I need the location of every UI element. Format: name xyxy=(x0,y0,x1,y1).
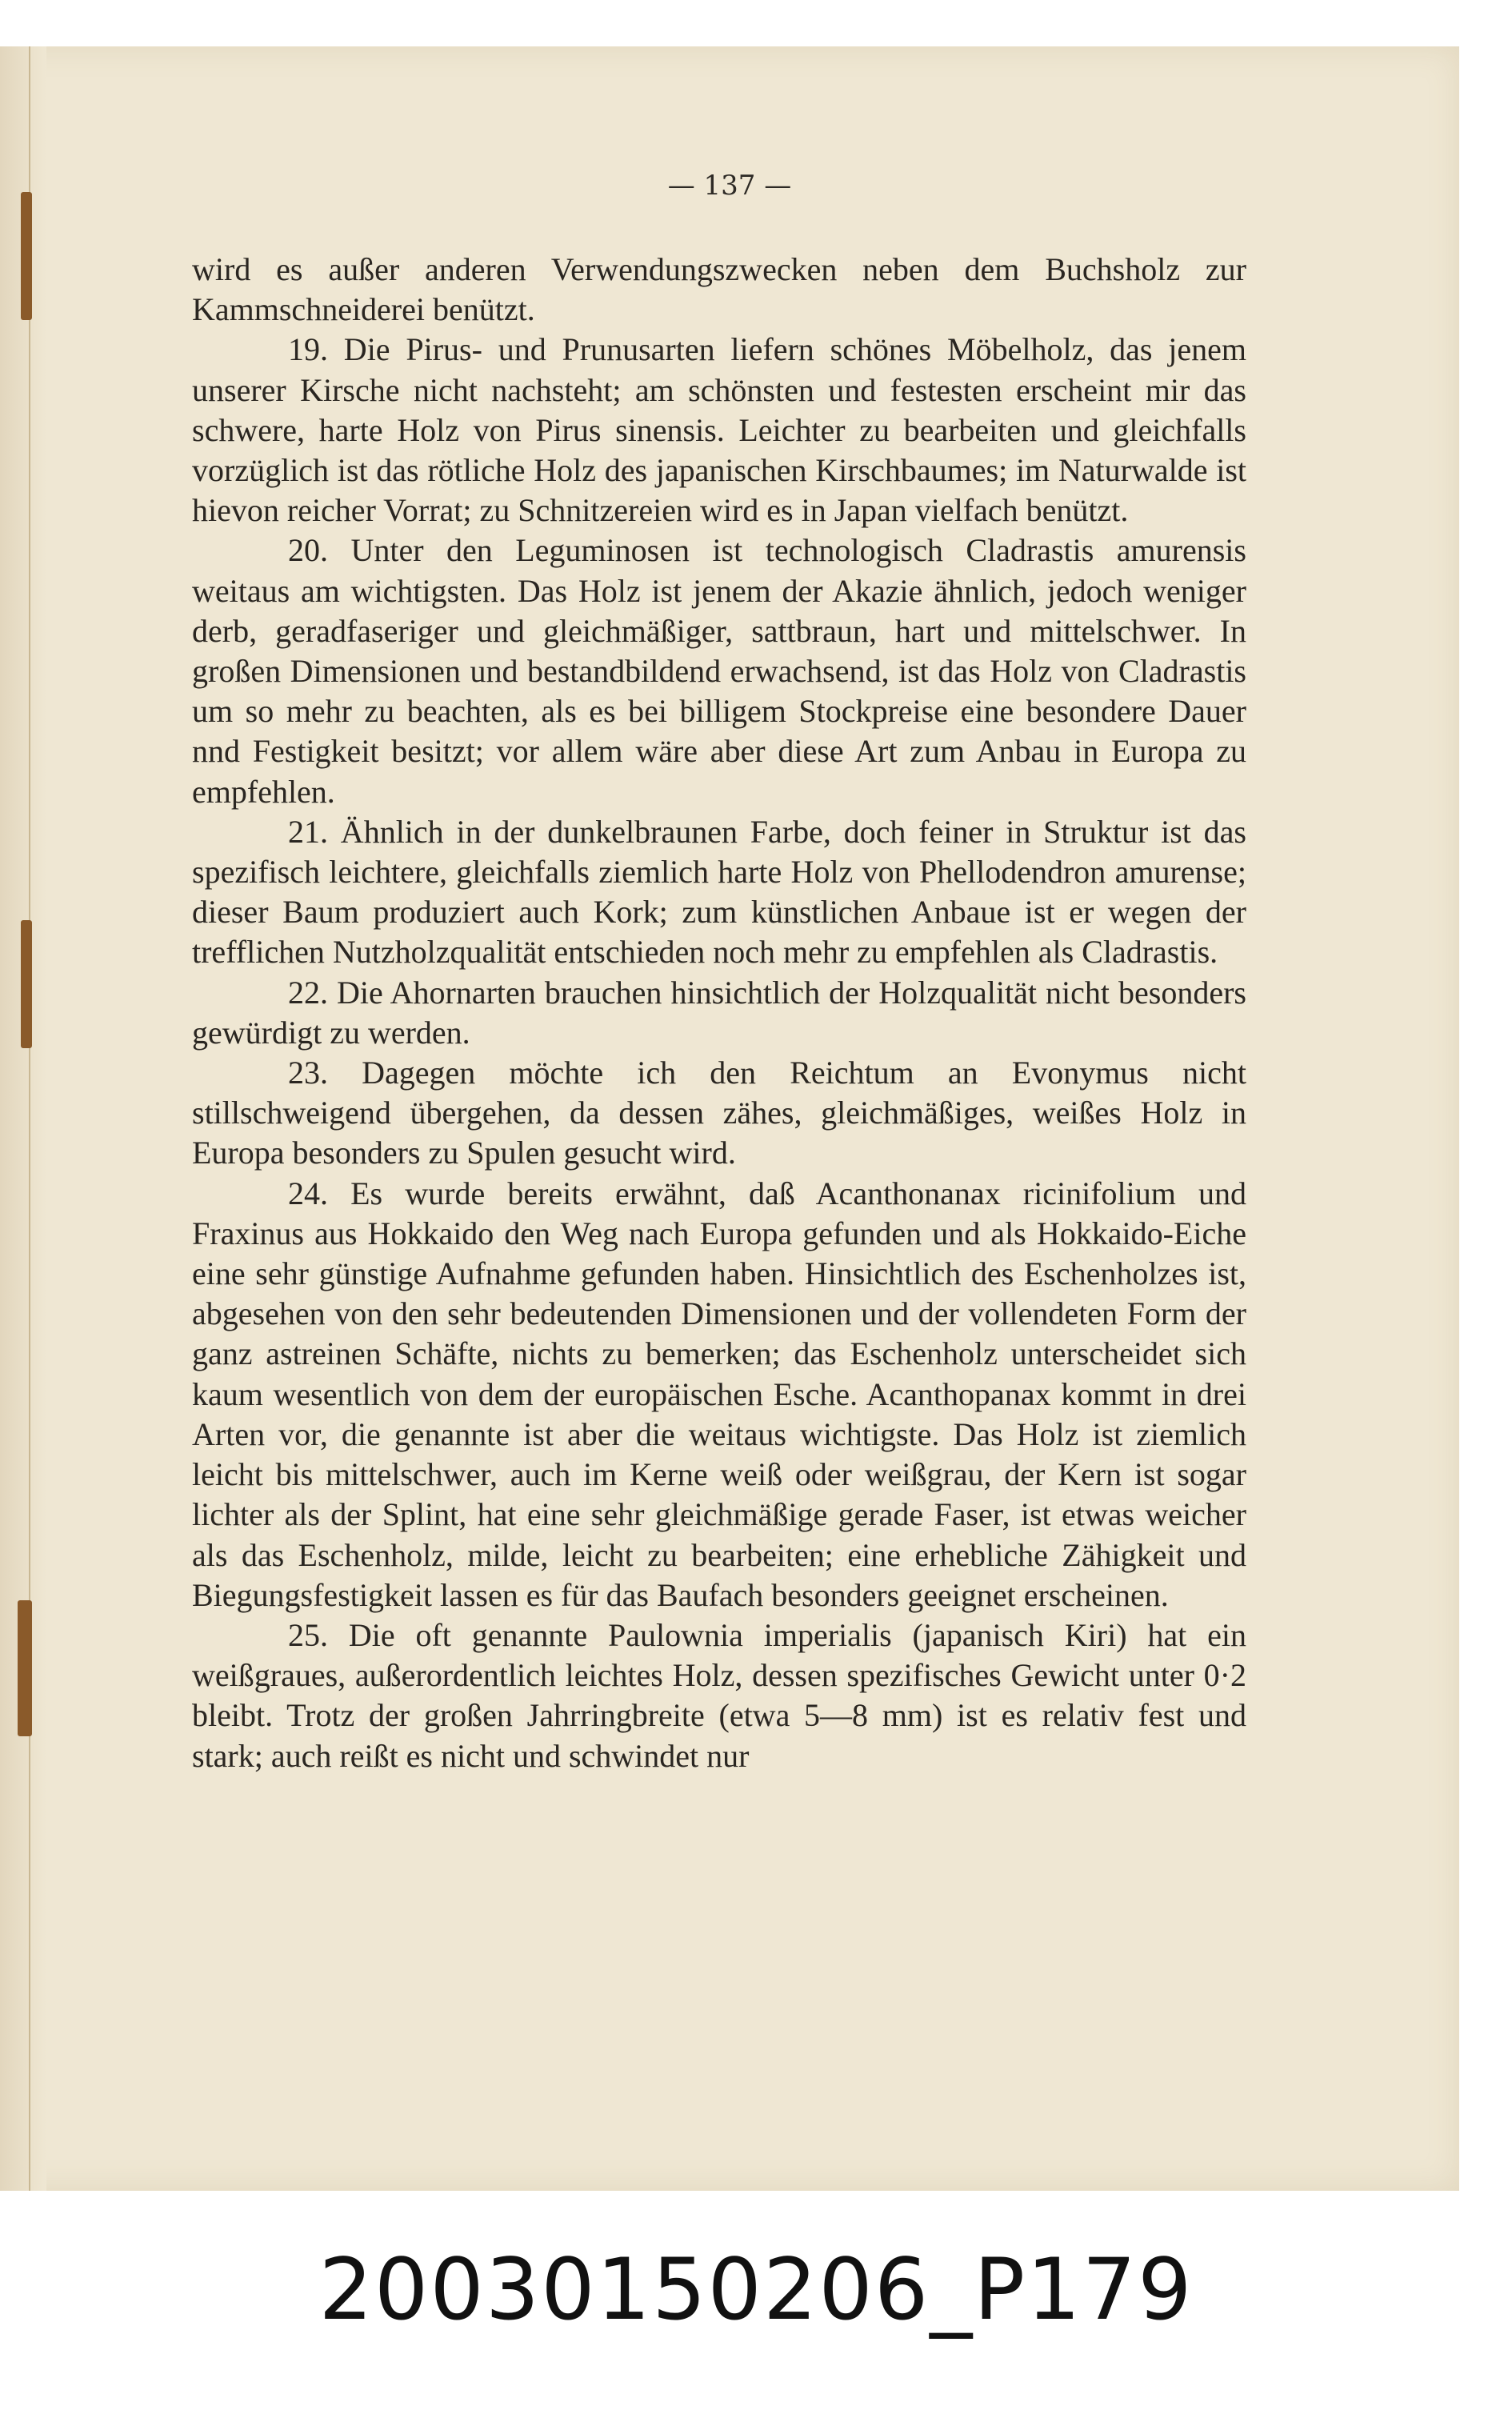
staple-mark xyxy=(18,1600,32,1736)
paragraph: 24. Es wurde bereits erwähnt, daß Acanthonanax ricinifolium und Fraxinus aus Hokkaido den Weg nach Europa gefunden und als Hokkaido-Eiche eine sehr günstige Aufnahme gefunden haben. Hinsichtlich des Eschenholzes ist, abgesehen von den sehr bedeutenden Dimensionen und der vollendeten Form der ganz astreinen Schäfte, nichts zu bemerken; das Eschenholz unterscheidet sich kaum wesentlich von dem der europäischen Esche. Acanthopanax kommt in drei Arten vor, die genannte ist aber die weitaus wichtigste. Das Holz ist ziemlich leicht bis mittelschwer, auch im Kerne weiß oder weißgrau, der Kern ist sogar lichter als der Splint, hat eine sehr gleichmäßige gerade Faser, ist etwas weicher als das Eschenholz, milde, leicht zu bearbeiten; eine erhebliche Zähigkeit und Biegungsfestigkeit lassen es für das Baufach besonders geeignet erscheinen. xyxy=(192,1175,1246,1613)
body-text xyxy=(192,250,1246,1776)
paragraph: 25. Die oft genannte Paulownia imperialis (japanisch Kiri) hat ein weißgraues, außerordentlich leichtes Holz, dessen spezifisches Gewicht unter 0·2 bleibt. Trotz der großen Jahrringbreite (etwa 5—8 mm) ist es relativ fest und stark; auch reißt es nicht und schwindet nur xyxy=(192,1616,1246,1774)
paragraph: 23. Dagegen möchte ich den Reichtum an Evonymus nicht stillschweigend übergehen, da dessen zähes, gleichmäßiges, weißes Holz in Europa besonders zu Spulen gesucht wird. xyxy=(192,1055,1246,1171)
archive-caption: 20030150206_P179 xyxy=(318,2240,1194,2339)
paragraph: 19. Die Pirus- und Prunusarten liefern schönes Möbelholz, das jenem unserer Kirsche nicht nachsteht; am schönsten und festesten erscheint mir das schwere, harte Holz von Pirus sinensis. Leichter zu bearbeiten und gleichfalls vorzüglich ist das rötliche Holz des japanischen Kirschbaumes; im Naturwalde ist hievon reicher Vorrat; zu Schnitzereien wird es in Japan vielfach benützt. xyxy=(192,331,1246,529)
spine-edge-line xyxy=(29,46,30,2191)
paragraph: 21. Ähnlich in der dunkelbraunen Farbe, doch feiner in Struktur ist das spezifisch leichtere, gleichfalls ziemlich harte Holz von Phellodendron amurense; dieser Baum produziert auch Kork; zum künstlichen Anbaue ist er wegen der trefflichen Nutzholzqualität entschieden noch mehr zu empfehlen als Cladrastis. xyxy=(192,813,1246,971)
page-number: — 137 — xyxy=(667,170,792,202)
paragraph: 20. Unter den Leguminosen ist technologisch Cladrastis amurensis weitaus am wichtigsten. Das Holz ist jenem der Akazie ähnlich, jedoch weniger derb, geradfaseriger und gleichmäßiger, sattbraun, hart und mittelschwer. In großen Dimensionen und bestandbildend erwachsend, ist das Holz von Cladrastis um so mehr zu beachten, als es bei billigem Stockpreise eine besondere Dauer nnd Festigkeit besitzt; vor allem wäre aber diese Art zum Anbau in Europa zu empfehlen. xyxy=(192,532,1246,810)
paragraph: wird es außer anderen Verwendungszwecken neben dem Buchsholz zur Kammschneiderei benützt. xyxy=(192,251,1246,328)
staple-mark xyxy=(21,192,32,320)
paragraph: 22. Die Ahornarten brauchen hinsichtlich der Holzqualität nicht besonders gewürdigt zu werden. xyxy=(192,974,1246,1051)
staple-mark xyxy=(21,920,32,1048)
page-spine xyxy=(0,46,46,2191)
